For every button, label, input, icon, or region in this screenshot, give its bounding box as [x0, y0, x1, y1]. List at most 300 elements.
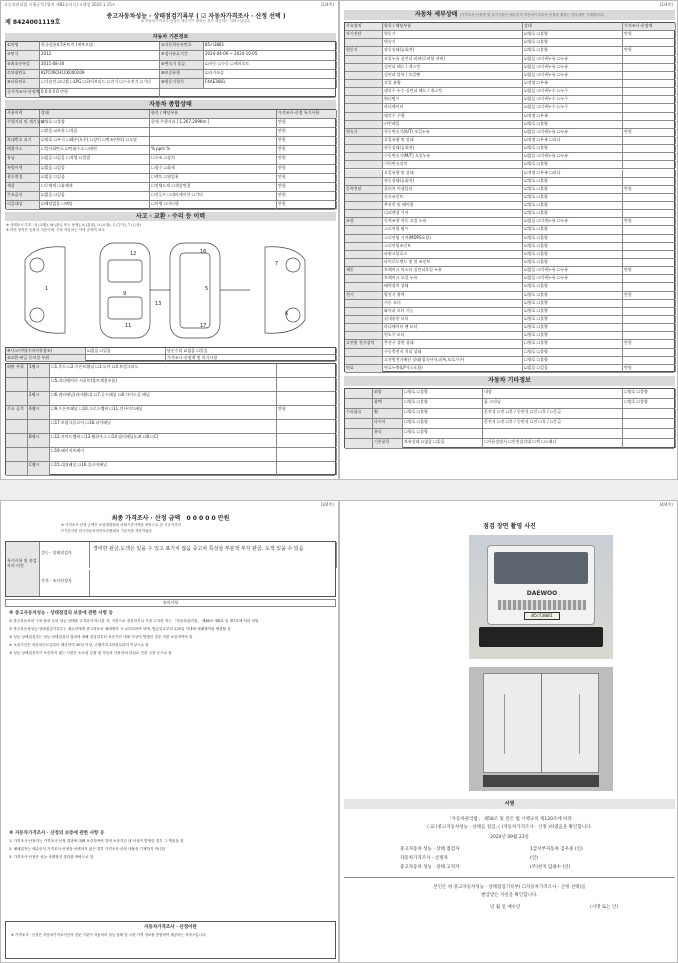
detail-group — [345, 308, 383, 315]
detail-group — [345, 121, 383, 128]
detail-row — [345, 104, 674, 112]
detail-group — [345, 56, 383, 63]
detail-price — [623, 96, 676, 103]
detail-item: 작동상태(공회전) — [383, 145, 523, 152]
other-row — [345, 399, 674, 409]
check-line: ( ☑ )중고자동차성능 · 상태를 점검, ( )자동차가격조사 · 산정 )하였음을 확인합니다. — [427, 825, 592, 830]
detail-status: ☑양호 ☐불량 — [523, 31, 623, 38]
panel-items: ☐9.프론트패널 ☐10.크로스멤버 ☐11.인사이드패널 — [50, 406, 277, 419]
page-number: (1/4쪽) — [320, 2, 334, 7]
other-group — [345, 399, 373, 408]
detail-row — [345, 64, 674, 72]
detail-price — [623, 251, 676, 258]
inspection-page-1 — [0, 0, 339, 480]
detail-status: ☑양호 ☐불량 — [523, 47, 623, 54]
other-row — [345, 439, 674, 449]
summary-row — [6, 128, 335, 137]
detail-price — [623, 235, 676, 242]
detail-group: 고전원 전기장치 — [345, 340, 383, 347]
detail-row — [345, 137, 674, 145]
detail-status: ☑없음 ☐미세누유 ☐누유 — [523, 218, 623, 225]
other-status: 보유상태 ☐없음 ☐있음 — [403, 439, 483, 448]
detail-group — [345, 178, 383, 185]
detail-status: ☑양호 ☐불량 — [523, 300, 623, 307]
detail-item: 기어변속장치 — [383, 161, 523, 168]
opinion-label: 성능 · 상태점검자 — [40, 542, 90, 568]
summary-cell: 리콜대상 — [6, 201, 40, 209]
detail-item: 배력장치 상태 — [383, 283, 523, 290]
panel-group: 외판 부위 — [6, 364, 28, 377]
accident-grid — [5, 347, 336, 361]
detail-item: 오일유량 및 상태 — [383, 137, 523, 144]
panel-rank — [28, 448, 50, 461]
summary-row — [6, 201, 335, 210]
field-label: ③연식 — [6, 51, 40, 59]
detail-group — [345, 283, 383, 290]
other-detail: ☐사용설명서 ☐안전삼각대 ☐잭 ☐스패너 — [483, 439, 623, 448]
diagram-part-number: 13 — [155, 301, 162, 307]
detail-item: 오일유량 및 상태 — [383, 170, 523, 177]
summary-cell — [150, 128, 277, 136]
field-value: KLTC06CH1CK000209 — [40, 70, 160, 78]
field-label: ⑥변속기 종류 — [160, 61, 204, 69]
summary-cell: ☑해당없음 ☐해당 — [40, 201, 150, 209]
panel-items: ☐1.후드 ☐2.프론트휀더 ☐3.도어 ☐4.트렁크리드 — [50, 364, 277, 377]
summary-cell: ☑없음 ☐있음 — [40, 165, 150, 173]
panel-items: ☐19.패키지트레이 — [50, 448, 277, 461]
detail-price — [623, 153, 676, 160]
inspection-page-2 — [339, 0, 678, 480]
accident-value — [86, 355, 166, 361]
detail-status: ☑양호 ☐불량 — [523, 178, 623, 185]
detail-row — [345, 365, 674, 373]
detail-row — [345, 316, 674, 324]
panel-row — [6, 378, 335, 392]
detail-status: ☑없음 ☐미세누수 ☐누수 — [523, 96, 623, 103]
detail-group: 동력전달 — [345, 186, 383, 193]
summary-row — [6, 137, 335, 146]
summary-cell: ☑없음 ☐있음 ☐적법 ☐불법 — [40, 155, 150, 163]
accident-extra: 가격조사·산정액 및 특기사항 — [166, 355, 337, 361]
summary-cell: ☑없음 ☐있음 — [40, 192, 150, 200]
summary-cell: ☐침수 ☐화재 — [150, 165, 277, 173]
detail-price — [623, 283, 676, 290]
field-label: ②자동차등록번호 — [160, 42, 204, 50]
detail-price: 만원 — [623, 267, 676, 274]
summary-cell: 만원 — [277, 174, 337, 182]
truck-front-photo — [469, 535, 613, 659]
basic-info-row — [6, 89, 335, 98]
sign-title: 서명 — [344, 799, 675, 809]
notice-title: ※ 중고자동차성능 · 상태점검의 보증에 관한 사항 등 — [9, 611, 113, 616]
other-status: ☐양호 ☐불량 — [403, 399, 483, 408]
panel-price: 만원 — [277, 406, 337, 419]
detail-price — [623, 194, 676, 201]
doc-subtitle: ※ 자동차가격조사·산정은 매수인이 원하는 경우 제공하는 서비스입니다. — [141, 19, 251, 23]
other-grid — [344, 388, 675, 448]
other-extra: ☐양호 ☐불량 — [623, 399, 676, 408]
summary-cell: 주요옵션 — [6, 192, 40, 200]
detail-status: ☑양호 ☐불량 — [523, 243, 623, 250]
summary-cell: 만원 — [277, 165, 337, 173]
notice-item: ① 중고자동차의 구조·장치 등의 성능·상태를 고지하지 아니한 자, 거짓으로 점검하거나 거짓 고지한 자는 「자동차관리법」 제80조 제6호 및 제7호에 따라 처벌 — [9, 619, 259, 623]
summary-grid — [5, 109, 336, 209]
detail-row — [345, 259, 674, 267]
detail-header: 가격조사·산정액 — [623, 23, 676, 30]
detail-item: 고전원전기배선 상태(접속단자,피복,보호기구) — [383, 357, 523, 364]
diagram-part-number: 16 — [200, 249, 207, 255]
other-group: 수리필요 — [345, 409, 373, 418]
field-label: ①차명 — [6, 42, 40, 50]
summary-cell: 만원 — [277, 146, 337, 154]
detail-group: 자기진단 — [345, 31, 383, 38]
detail-status: ☑양호 ☐불량 — [523, 332, 623, 339]
summary-cell: ☐구조 ☐장치 — [150, 155, 277, 163]
notice-item: ④ 보증기간은 자동차인도일부터 계산하여 30일 이상, 주행거리 2천킬로미터 이상으로 함 — [9, 643, 149, 647]
detail-status: ☑없음 ☐미세누유 ☐누유 — [523, 129, 623, 136]
cargo-box-photo — [469, 667, 613, 791]
notice-item: ③ 성능·상태점검자는 성능·상태점검의 결과에 대해 점검일부터 보증기간 내에 이상이 발생한 경우 이를 보증하여야 함 — [9, 635, 193, 639]
panel-group — [6, 434, 28, 447]
detail-price: 만원 — [623, 47, 676, 54]
field-value: 0 0 0 0 0 만원 — [40, 89, 160, 97]
summary-cell: 상태 — [40, 110, 150, 118]
other-detail: 운전석 ☐전 ☐후 / 동반석 ☐전 ☐후 / ☐응급 — [483, 419, 623, 428]
detail-header: 주요장치 — [345, 23, 383, 30]
detail-price — [623, 64, 676, 71]
notice-item: ② 중고자동차성능·상태점검기록부는 매수인에게 중고자동차 매매계약 시 교부되어야 하며, 발급일로부터 120일 이내에 매매계약을 체결할 것 — [9, 627, 231, 631]
summary-cell: ☐선루프 ☐내비게이션 ☐기타 — [150, 192, 277, 200]
detail-price — [623, 357, 676, 364]
summary-cell: 용도변경 — [6, 174, 40, 182]
detail-item: 등속조인트 — [383, 194, 523, 201]
signer-row — [400, 863, 660, 872]
doc-title: 중고자동차성능 · 상태점검기록부 ( ☑ 자동차가격조사 · 산정 선택 ) — [106, 13, 286, 20]
detail-item: 시동 모터 — [383, 300, 523, 307]
panel-price — [277, 448, 337, 461]
detail-group — [345, 332, 383, 339]
field-label: ⑤최초등록일 — [6, 61, 40, 69]
detail-item: 실내송풍 모터 — [383, 316, 523, 323]
other-label: 광택 — [373, 399, 403, 408]
field-label: ⑦차대번호 — [6, 70, 40, 78]
panel-group — [6, 392, 28, 405]
summary-cell: ☐많음 ☑보통 ☐적음 — [40, 128, 150, 136]
summary-row — [6, 174, 335, 183]
detail-row — [345, 145, 674, 153]
detail-status: ☑없음 ☐미세누유 ☐누유 — [523, 275, 623, 282]
detail-header: 항목 / 해당부품 — [383, 23, 523, 30]
detail-price — [623, 113, 676, 120]
other-label: 유리 — [373, 429, 403, 438]
detail-group — [345, 64, 383, 71]
summary-cell: ☐전체도색 ☐색상변경 — [150, 183, 277, 191]
detail-status: ☑적정 ☐부족 — [523, 80, 623, 87]
panel-items: ☐12.사이드멤버 ☐13.휠하우스 ☐14.필러패널(☐A ☐B ☐C) — [50, 434, 277, 447]
detail-status: ☑양호 ☐불량 — [523, 39, 623, 46]
summary-cell: 만원 — [277, 137, 337, 145]
other-row — [345, 389, 674, 399]
detail-item: 원동기 — [383, 31, 523, 38]
detail-item: 작동상태(공회전) — [383, 47, 523, 54]
summary-cell: 만원 — [277, 192, 337, 200]
accident-row — [6, 348, 335, 355]
detail-row — [345, 243, 674, 251]
summary-cell: ☐이행 ☐미이행 — [150, 201, 277, 209]
panel-rank — [28, 420, 50, 433]
detail-status: ☑없음 ☐미세누수 ☐누수 — [523, 88, 623, 95]
detail-row — [345, 349, 674, 357]
summary-cell: 배출가스 — [6, 146, 40, 154]
detail-group — [345, 243, 383, 250]
detail-group — [345, 161, 383, 168]
detail-group: 원동기 — [345, 47, 383, 54]
detail-item: 스티어링 펌프 — [383, 226, 523, 233]
detail-status: ☑없음 ☐있음 — [523, 365, 623, 372]
detail-group: 제동 — [345, 267, 383, 274]
detail-price — [623, 80, 676, 87]
detail-group — [345, 104, 383, 111]
detail-row — [345, 72, 674, 80]
panel-group — [6, 420, 28, 433]
other-extra — [623, 439, 676, 448]
detail-group — [345, 259, 383, 266]
detail-price: 만원 — [623, 218, 676, 225]
detail-price — [623, 324, 676, 331]
price-note: ※ 가격조사·산정 금액은 보험개발원의 차량기준가액을 바탕으로 한 기준가격과 — [61, 523, 182, 527]
detail-item: 수동변속기(M/T) 오일누유 — [383, 153, 523, 160]
summary-cell: 만원 — [277, 183, 337, 191]
other-label: 기본품목 — [373, 439, 403, 448]
detail-group — [345, 145, 383, 152]
detail-item: 윈도우 모터 — [383, 332, 523, 339]
detail-price — [623, 226, 676, 233]
detail-price: 만원 — [623, 31, 676, 38]
detail-row — [345, 129, 674, 137]
detail-group: 변속기 — [345, 129, 383, 136]
detail-row — [345, 121, 674, 129]
detail-group — [345, 316, 383, 323]
panel-rank: 1랭크 — [28, 364, 50, 377]
detail-group — [345, 235, 383, 242]
summary-row — [6, 192, 335, 201]
detail-row — [345, 357, 674, 365]
detail-price — [623, 316, 676, 323]
detail-price — [623, 72, 676, 79]
detail-row — [345, 300, 674, 308]
detail-price — [623, 275, 676, 282]
other-group — [345, 419, 373, 428]
summary-cell: 만원 — [277, 155, 337, 163]
detail-item: 냉각수 누수 실린더 헤드 / 개스킷 — [383, 88, 523, 95]
detail-price — [623, 104, 676, 111]
detail-item: 라디에이터 팬 모터 — [383, 324, 523, 331]
other-label: 휠 — [373, 409, 403, 418]
car-diagram — [5, 235, 336, 345]
field-value: 2012 — [40, 51, 160, 59]
detail-item: 디퍼렌셜 기어 — [383, 210, 523, 217]
inspection-page-3 — [0, 500, 339, 963]
panel-price — [277, 364, 337, 377]
summary-row — [6, 119, 335, 128]
detail-row — [345, 80, 674, 88]
panel-price — [277, 392, 337, 405]
notice-list — [9, 619, 332, 659]
detail-row — [345, 251, 674, 259]
detail-row — [345, 308, 674, 316]
opinion-text: 경미한 판금,도색은 있을 수 있고 표기치 않음 중고차 특성상 부분적 부식 판금, 도색 있을 수 있음 — [90, 542, 337, 568]
panel-group — [6, 378, 28, 391]
accident-note-2: ※ 하단 항목은 승용차 기준이며, 기타 자동차는 이에 준하여 표시 — [6, 228, 105, 232]
panel-rank: A랭크 — [28, 406, 50, 419]
summary-cell: 만원 — [277, 201, 337, 209]
doc-number: 제 8424001119호 — [5, 19, 61, 26]
detail-row — [345, 47, 674, 55]
signer-row — [400, 854, 660, 863]
summary-cell — [150, 137, 277, 145]
cargo-chassis — [483, 775, 599, 787]
diagram-part-number: 11 — [125, 323, 132, 329]
basic-info-title: 자동차 기본정보 — [5, 33, 336, 41]
license-plate: 85러3881 — [524, 612, 560, 620]
inspection-page-4 — [339, 500, 678, 963]
panel-price — [277, 434, 337, 447]
panel-items: ☐15.대쉬패널 ☐16.플로어패널 — [50, 462, 277, 475]
panel-rank: C랭크 — [28, 462, 50, 475]
detail-price — [623, 161, 676, 168]
receipt-line-2: 발급받은 사실을 확인합니다. — [481, 893, 538, 898]
field-value: 85러3881 — [204, 42, 337, 50]
truck-cab — [487, 545, 595, 625]
detail-row — [345, 283, 674, 291]
other-status: ☐양호 ☐불량 — [403, 429, 483, 438]
summary-cell: 특별이력 — [6, 165, 40, 173]
accident-label: ※사고이력(주의사항참조) — [6, 348, 86, 354]
receipt-date: 년 월 일 매수인 — [490, 905, 521, 910]
summary-cell: ☐일산화탄소 ☑탄화수소 ☐매연 — [40, 146, 150, 154]
accident-extra: 단순수리 ☑없음 ☐있음 — [166, 348, 337, 354]
summary-row — [6, 183, 335, 192]
panel-row — [6, 364, 335, 378]
detail-status: ☐양호 ☐불량 — [523, 357, 623, 364]
form-header: 자동차관리법 시행규칙 [별지 제82호서식] <개정 2020.1.15> — [4, 2, 116, 7]
page-gap — [0, 480, 678, 500]
detail-price — [623, 56, 676, 63]
detail-header-row — [345, 23, 674, 31]
detail-price — [623, 121, 676, 128]
detail-status: ☑양호 ☐불량 — [523, 194, 623, 201]
panel-rank: B랭크 — [28, 434, 50, 447]
detail-item: 실린더 헤드 / 개스킷 — [383, 64, 523, 71]
summary-cell: 만원 — [277, 128, 337, 136]
other-detail: 룸 크리닝 — [483, 399, 623, 408]
panel-group — [6, 462, 28, 475]
summary-row — [6, 165, 335, 174]
detail-item: 동력조향 작동 오일 누유 — [383, 218, 523, 225]
diagram-part-number: 17 — [200, 323, 207, 329]
detail-status: ☐양호 ☐불량 — [523, 340, 623, 347]
other-extra — [623, 419, 676, 428]
basic-info-grid — [5, 41, 336, 97]
notice-item: ⑤ 성능·상태점검자가 보증하지 않는 사항은 소모성 부품 및 자동차 사용자의 과실로 인한 고장 등으로 함 — [9, 651, 172, 655]
panel-items: ☐17.트렁크플로어 ☐18.리어패널 — [50, 420, 277, 433]
other-group — [345, 429, 373, 438]
signer-name: (주)천지 임광수 (인) — [530, 865, 571, 870]
detail-status: ☑양호 ☐불량 — [523, 161, 623, 168]
detail-item: 작동상태(공회전) — [383, 178, 523, 185]
panel-price — [277, 420, 337, 433]
diagram-part-number: 5 — [205, 286, 209, 292]
detail-row — [345, 113, 674, 121]
detail-item: 오일 유량 — [383, 80, 523, 87]
basic-info-row — [6, 51, 335, 60]
detail-status: ☑양호 ☐불량 — [523, 316, 623, 323]
detail-status: ☑양호 ☐불량 — [523, 324, 623, 331]
summary-cell: ☑없음 ☐있음 — [40, 174, 150, 182]
summary-cell: % ppm % — [150, 146, 277, 154]
detail-item: 스티어링조인트 — [383, 243, 523, 250]
basic-info-row — [6, 42, 335, 51]
detail-row — [345, 226, 674, 234]
signer-row — [400, 845, 660, 854]
footer-box — [5, 921, 336, 959]
final-price-title: 최종 가격조사 · 산정 금액 0 0 0 0 0 만원 — [111, 515, 230, 522]
detail-status: ☑양호 ☐불량 — [523, 226, 623, 233]
detail-title: 자동차 세부상태 (가격조사·산정액 및 특기사항은 매수인이 자동차가격조사·산정을 원하는 경우에만 기재합니다) — [344, 10, 675, 20]
detail-group — [345, 153, 383, 160]
detail-item: 냉각수 수량 — [383, 113, 523, 120]
panel-row — [6, 406, 335, 420]
diagram-part-number: 9 — [123, 291, 127, 297]
detail-status: ☑없음 ☐미세누유 ☐누유 — [523, 64, 623, 71]
detail-group: 전기 — [345, 292, 383, 299]
detail-status: ☑양호 ☐불량 — [523, 121, 623, 128]
field-value: ☑자가보증 — [204, 70, 337, 78]
detail-status: ☑양호 ☐불량 — [523, 210, 623, 217]
summary-cell: ☑양호 ☐불량 — [40, 119, 150, 127]
detail-item: 타이로드엔드 및 볼 조인트 — [383, 259, 523, 266]
footer-title: 자동차가격조사 · 산정이란 — [144, 925, 197, 930]
summary-cell: 사용이력 — [6, 110, 40, 118]
summary-cell: 색상 — [6, 183, 40, 191]
price-opinion-label: 가격 · 조사산정자 — [40, 570, 90, 596]
detail-status: ☑양호 ☐불량 — [523, 145, 623, 152]
other-row — [345, 429, 674, 439]
detail-row — [345, 194, 674, 202]
detail-group — [345, 324, 383, 331]
detail-grid — [344, 22, 675, 372]
detail-price: 만원 — [623, 186, 676, 193]
detail-row — [345, 292, 674, 300]
detail-status: ☐양호 ☐불량 — [523, 349, 623, 356]
detail-status: ☑양호 ☐불량 — [523, 186, 623, 193]
sign-date: 2024년 09월 23일 — [490, 835, 529, 840]
summary-row — [6, 155, 335, 164]
detail-group — [345, 194, 383, 201]
diagram-part-number: 7 — [275, 261, 279, 267]
detail-row — [345, 170, 674, 178]
detail-status: ☑없음 ☐미세누유 ☐누유 — [523, 153, 623, 160]
detail-price: 만원 — [623, 129, 676, 136]
signer-role: 중고자동차 성능 · 상태 점검자 — [400, 847, 460, 852]
detail-status: ☑양호 ☐불량 — [523, 308, 623, 315]
detail-item: 오일누유 실린더 커버(로커암 커버) — [383, 56, 523, 63]
field-value: F4AE3681 — [204, 79, 337, 87]
summary-cell: 차대번호 표기 — [6, 137, 40, 145]
detail-status: ☑적정 ☐부족 ☐과다 — [523, 137, 623, 144]
other-label: 외장 — [373, 389, 403, 398]
field-label: ⑪가격조사·산정액 — [6, 89, 40, 97]
